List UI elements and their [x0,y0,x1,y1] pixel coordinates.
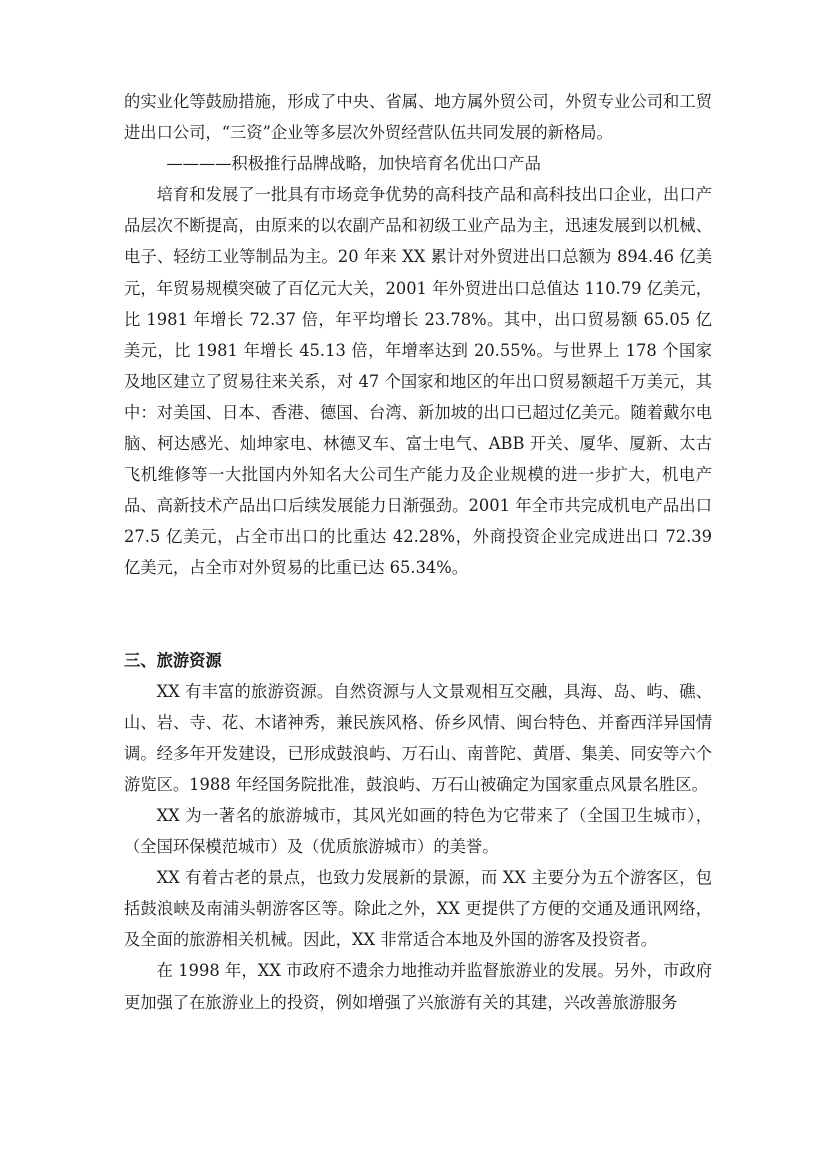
paragraph-tourism-city: XX 为一著名的旅游城市，其风光如画的特色为它带来了（全国卫生城市），（全国环保模范城市）及（优质旅游城市）的美誉。 [124,805,712,857]
paragraph-tourist-zones: XX 有着古老的景点，也致力发展新的景源，而 XX 主要分为五个游客区，包括鼓浪峡及南浦头朝游客区等。除此之外，XX 更提供了方便的交通及通讯网络，及全面的旅游相关机械。因此，XX 非常适合本地及外国的游客及投资者。 [124,868,712,950]
document-body [124,86,712,1018]
section-spacer [124,584,712,645]
subheading-brand-strategy: ————积极推行品牌战略，加快培育名优出口产品 [166,154,541,174]
section-title-tourism: 三、旅游资源 [124,650,222,670]
paragraph-trade-entities: 的实业化等鼓励措施，形成了中央、省属、地方属外贸公司，外贸专业公司和工贸进出口公司，“三资”企业等多层次外贸经营队伍共同发展的新格局。 [124,92,712,143]
paragraph-government-support: 在 1998 年，XX 市政府不遗余力地推动并监督旅游业的发展。另外，市政府更加强了在旅游业上的投资，例如增强了兴旅游有关的其建，兴改善旅游服务 [124,961,712,1012]
paragraph-export-products: 培育和发展了一批具有市场竞争优势的高科技产品和高科技出口企业，出口产品层次不断提高，由原来的以农副产品和初级工业产品为主，迅速发展到以机械、电子、轻纺工业等制品为主。20 年来 XX 累计对外贸进出口总额为 894.46 亿美元，年贸易规模突破了百亿元大关，2001 年外贸进出口总值达 110.79 亿美元，比 1981 年增长 72.37 倍，年平均增长 23.78%。其中，出口贸易额 65.05 亿美元，比 1981 年增长 45.13 倍，年增率达到 20.55%。与世界上 178 个国家及地区建立了贸易往来关系，对 47 个国家和地区的年出口贸易额超千万美元，其中：对美国、日本、香港、德国、台湾、新加坡的出口已超过亿美元。随着戴尔电脑、柯达感光、灿坤家电、林德叉车、富士电气、ABB 开关、厦华、厦新、太古飞机维修等一大批国内外知名大公司生产能力及企业规模的进一步扩大，机电产品、高新技术产品出口后续发展能力日渐强劲。2001 年全市共完成机电产品出口 27.5 亿美元，占全市出口的比重达 42.28%，外商投资企业完成进出口 72.39 亿美元，占全市对外贸易的比重已达 65.34%。 [124,185,712,578]
paragraph-tourism-resources: XX 有丰富的旅游资源。自然资源与人文景观相互交融，具海、岛、屿、礁、山、岩、寺、花、木诸神秀，兼民族风格、侨乡风情、闽台特色、并畜西洋异国情调。经多年开发建设，已形成鼓浪屿、万石山、南普陀、黄厝、集美、同安等六个游览区。1988 年经国务院批准，鼓浪屿、万石山被确定为国家重点风景名胜区。 [124,681,712,794]
